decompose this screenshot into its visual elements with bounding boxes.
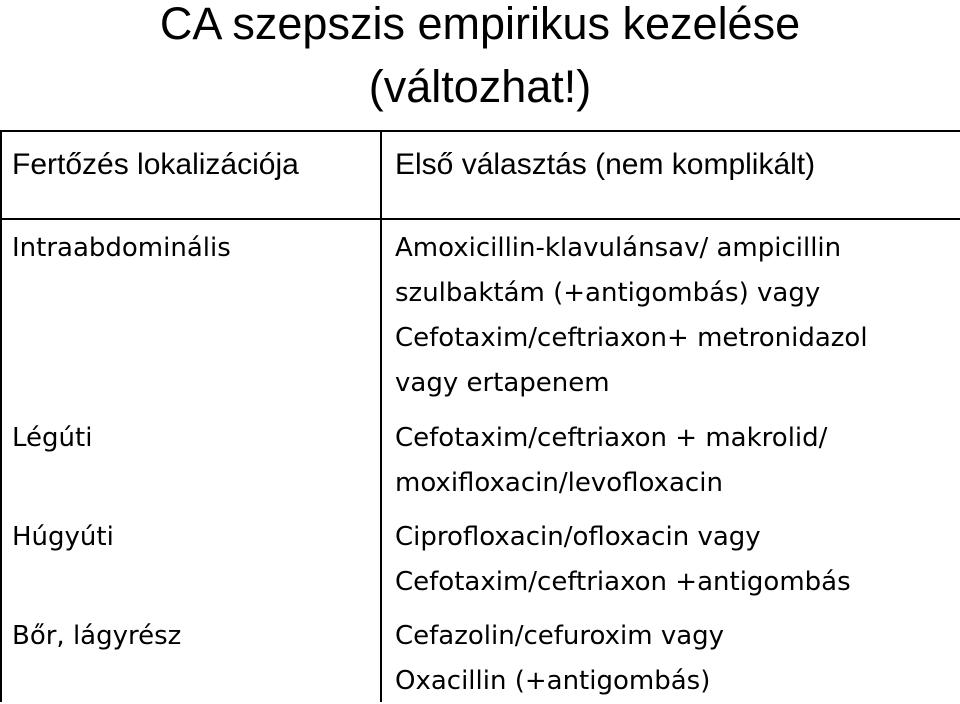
header-divider <box>0 218 960 220</box>
row-treatment-line: Cefotaxim/ceftriaxon +antigombás <box>395 567 851 597</box>
row-treatment-line: Oxacillin (+antigombás) <box>395 666 711 696</box>
row-treatment-line: Cefotaxim/ceftriaxon+ metronidazol <box>395 323 868 353</box>
row-treatment-line: Ciprofloxacin/ofloxacin vagy <box>395 522 761 552</box>
row-location-intraabdominal: Intraabdominális <box>12 233 231 263</box>
header-location: Fertőzés lokalizációja <box>12 148 299 181</box>
table-top-border <box>0 130 960 132</box>
row-treatment-line: szulbaktám (+antigombás) vagy <box>395 278 821 308</box>
row-treatment-line: vagy ertapenem <box>395 368 610 398</box>
table-left-border <box>0 130 2 702</box>
row-treatment-line: Cefazolin/cefuroxim vagy <box>395 621 725 651</box>
row-treatment-line: Amoxicillin-klavulánsav/ ampicillin <box>395 233 842 263</box>
row-location-respiratory: Légúti <box>12 423 93 453</box>
row-treatment-line: Cefotaxim/ceftriaxon + makrolid/ <box>395 423 828 453</box>
treatment-table <box>0 130 960 702</box>
header-first-choice: Első választás (nem komplikált) <box>395 148 816 181</box>
title-line-2: (változhat!) <box>368 61 592 112</box>
column-divider <box>380 130 382 702</box>
title-line-1: CA szepszis empirikus kezelése <box>159 0 801 49</box>
row-treatment-line: moxifloxacin/levofloxacin <box>395 468 723 498</box>
row-location-skin-soft-tissue: Bőr, lágyrész <box>12 621 182 651</box>
row-location-urinary: Húgyúti <box>12 522 114 552</box>
